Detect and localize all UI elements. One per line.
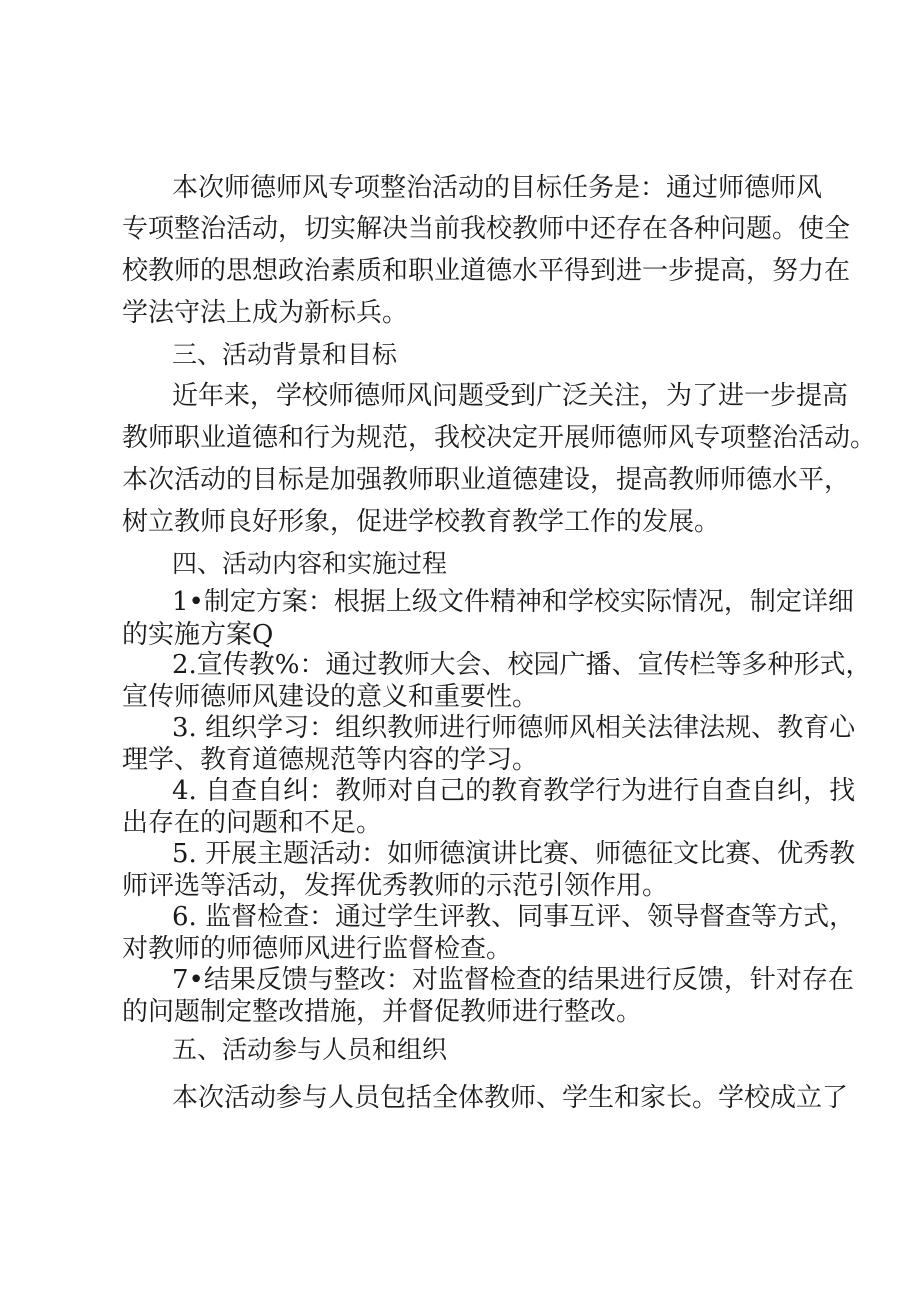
item-2-line-2: 宣传师德师风建设的意义和重要性。	[122, 682, 539, 712]
section-3-line-3: 本次活动的目标是加强教师职业道德建设，提高教师师德水平，	[122, 465, 851, 495]
item-1-line-2: 的实施方案Q	[122, 620, 274, 650]
intro-line-2: 专项整治活动，切实解决当前我校教师中还存在各种问题。使全	[122, 214, 851, 244]
item-1-line-1: 1•制定方案：根据上级文件精神和学校实际情况，制定详细	[172, 587, 854, 617]
item-5-line-2: 师评选等活动，发挥优秀教师的示范引领作用。	[122, 871, 669, 901]
section-3-line-1: 近年来，学校师德师风问题受到广泛关注，为了进一步提高	[172, 381, 849, 411]
section-5-line-1: 本次活动参与人员包括全体教师、学生和家长。学校成立了	[172, 1083, 849, 1113]
item-2-line-1: 2.宣传教%：通过教师大会、校园广播、宣传栏等多种形式，	[172, 650, 872, 680]
item-3-line-1: 3. 组织学习：组织教师进行师德师风相关法律法规、教育心	[172, 713, 856, 743]
section-5-heading: 五、活动参与人员和组织	[172, 1035, 448, 1064]
intro-line-1: 本次师德师风专项整治活动的目标任务是：通过师德师风	[172, 173, 823, 203]
item-7-line-2: 的问题制定整改措施，并督促教师进行整改。	[122, 997, 643, 1027]
intro-line-3: 校教师的思想政治素质和职业道德水平得到进一步提高，努力在	[122, 256, 851, 286]
item-6-line-2: 对教师的师德师风进行监督检查。	[122, 934, 513, 964]
section-4-heading: 四、活动内容和实施过程	[172, 549, 448, 578]
item-3-line-2: 理学、教育道德规范等内容的学习。	[122, 745, 539, 775]
item-7-line-1: 7•结果反馈与整改：对监督检查的结果进行反馈，针对存在	[172, 965, 854, 995]
intro-line-4: 学法守法上成为新标兵。	[122, 298, 409, 328]
section-3-line-4: 树立教师良好形象，促进学校教育教学工作的发展。	[122, 507, 721, 537]
section-3-heading: 三、活动背景和目标	[172, 340, 398, 369]
item-6-line-1: 6. 监督检查：通过学生评教、同事互评、领导督查等方式，	[172, 902, 856, 932]
section-3-line-2: 教师职业道德和行为规范，我校决定开展师德师风专项整治活动。	[122, 423, 877, 453]
item-4-line-1: 4. 自查自纠：教师对自己的教育教学行为进行自查自纠，找	[172, 776, 856, 806]
item-5-line-1: 5. 开展主题活动：如师德演讲比赛、师德征文比赛、优秀教	[172, 839, 856, 869]
item-4-line-2: 出存在的问题和不足。	[122, 808, 383, 838]
